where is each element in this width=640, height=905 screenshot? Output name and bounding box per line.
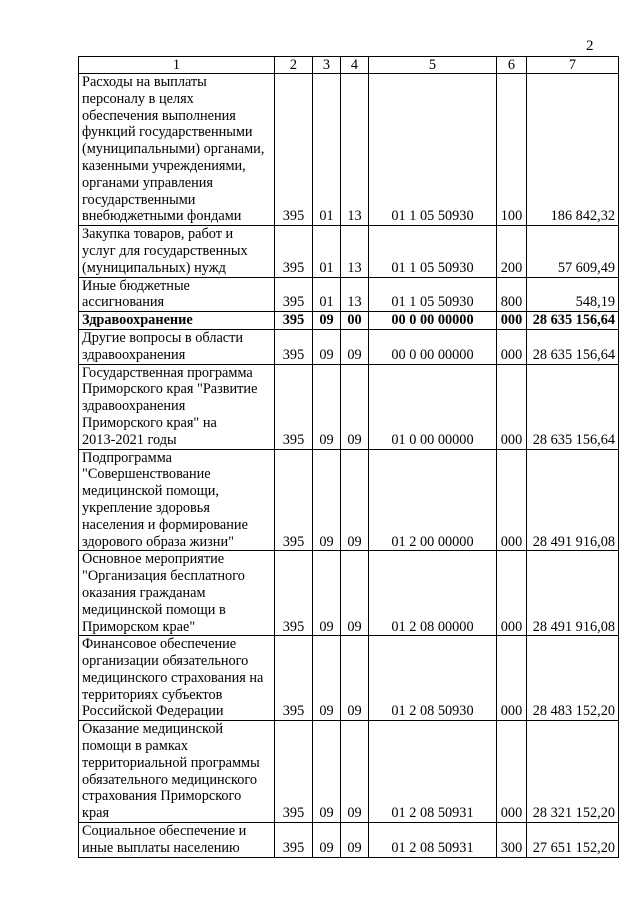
row-expense-type: 000: [497, 721, 527, 823]
table-row: [79, 721, 619, 823]
row-subsection: 09: [341, 551, 369, 636]
row-name: [79, 449, 275, 551]
row-section: 01: [313, 74, 341, 226]
row-name-line: 2013-2021 годы: [82, 431, 177, 448]
row-name-line: территориальной программы: [82, 754, 260, 771]
row-expense-type: 000: [497, 636, 527, 721]
row-amount: 27 651 152,20: [527, 823, 619, 858]
row-expense-type: 000: [497, 449, 527, 551]
row-name-line: Социальное обеспечение и: [82, 823, 247, 840]
row-admin-code: 395: [275, 364, 313, 449]
row-name: [79, 277, 275, 312]
row-name-line: обеспечения выполнения: [82, 107, 236, 124]
page-number: 2: [586, 38, 594, 54]
row-expense-type: 000: [497, 312, 527, 330]
row-name-line: страхования Приморского: [82, 788, 242, 805]
row-name-line: услуг для государственных: [82, 242, 248, 259]
row-subsection: 09: [341, 823, 369, 858]
row-name-line: здравоохранения: [82, 398, 186, 415]
table-row: [79, 636, 619, 721]
row-admin-code: 395: [275, 823, 313, 858]
row-expense-type: 800: [497, 277, 527, 312]
table-row: [79, 823, 619, 858]
row-name-line: персоналу в целях: [82, 90, 194, 107]
row-name-line: обязательного медицинского: [82, 771, 257, 788]
table-row: [79, 551, 619, 636]
row-name-line: функций государственными: [82, 124, 253, 141]
row-name-line: (муниципальных) нужд: [82, 259, 226, 276]
row-target-article: 01 2 08 50930: [369, 636, 497, 721]
header-col-3: 3: [313, 57, 341, 74]
row-amount: 28 491 916,08: [527, 551, 619, 636]
table-row: [79, 277, 619, 312]
row-name-line: Здравоохранение: [82, 312, 193, 329]
row-subsection: 13: [341, 74, 369, 226]
row-name-line: "Организация бесплатного: [82, 568, 245, 585]
row-name: [79, 551, 275, 636]
row-name-line: Финансовое обеспечение: [82, 636, 237, 653]
row-amount: 28 491 916,08: [527, 449, 619, 551]
row-admin-code: 395: [275, 277, 313, 312]
row-expense-type: 200: [497, 226, 527, 277]
row-admin-code: 395: [275, 551, 313, 636]
row-amount: 186 842,32: [527, 74, 619, 226]
row-name: [79, 364, 275, 449]
header-col-6: 6: [497, 57, 527, 74]
row-name-line: Иные бюджетные: [82, 277, 190, 294]
row-target-article: 01 1 05 50930: [369, 74, 497, 226]
row-name-line: внебюджетными фондами: [82, 208, 242, 225]
row-target-article: 01 2 08 00000: [369, 551, 497, 636]
row-admin-code: 395: [275, 329, 313, 364]
table-body: [79, 74, 619, 858]
row-name-line: иные выплаты населению: [82, 839, 240, 856]
row-name-line: "Совершенствование: [82, 466, 211, 483]
row-section: 09: [313, 636, 341, 721]
budget-table: [78, 56, 619, 858]
row-amount: 28 635 156,64: [527, 329, 619, 364]
header-row: [79, 57, 619, 74]
row-target-article: 01 2 00 00000: [369, 449, 497, 551]
row-admin-code: 395: [275, 226, 313, 277]
row-name-line: Закупка товаров, работ и: [82, 226, 234, 243]
row-name-line: Приморском крае": [82, 618, 196, 635]
row-target-article: 01 1 05 50930: [369, 277, 497, 312]
row-name-line: (муниципальными) органами,: [82, 141, 265, 158]
row-name: [79, 329, 275, 364]
row-name-line: Другие вопросы в области: [82, 329, 244, 346]
row-name-line: Основное мероприятие: [82, 551, 225, 568]
row-section: 01: [313, 226, 341, 277]
table-row: [79, 312, 619, 330]
row-name-line: медицинской помощи в: [82, 601, 226, 618]
row-subsection: 09: [341, 721, 369, 823]
row-target-article: 00 0 00 00000: [369, 312, 497, 330]
row-expense-type: 000: [497, 329, 527, 364]
row-name-line: территориях субъектов: [82, 686, 223, 703]
header-col-5: 5: [369, 57, 497, 74]
row-admin-code: 395: [275, 74, 313, 226]
row-section: 09: [313, 329, 341, 364]
row-admin-code: 395: [275, 312, 313, 330]
table-row: [79, 449, 619, 551]
row-name-line: здорового образа жизни": [82, 533, 234, 550]
row-section: 09: [313, 449, 341, 551]
row-section: 09: [313, 551, 341, 636]
row-subsection: 09: [341, 329, 369, 364]
row-amount: 57 609,49: [527, 226, 619, 277]
table-row: [79, 74, 619, 226]
table-row: [79, 329, 619, 364]
row-name: [79, 636, 275, 721]
row-name-line: Оказание медицинской: [82, 721, 224, 738]
row-name-line: Подпрограмма: [82, 449, 172, 466]
row-name: [79, 74, 275, 226]
row-name: [79, 823, 275, 858]
row-name: [79, 226, 275, 277]
row-name-line: населения и формирование: [82, 516, 248, 533]
row-target-article: 01 1 05 50930: [369, 226, 497, 277]
row-section: 09: [313, 364, 341, 449]
row-name: [79, 312, 275, 330]
row-admin-code: 395: [275, 636, 313, 721]
row-name-line: Расходы на выплаты: [82, 74, 207, 90]
row-amount: 28 483 152,20: [527, 636, 619, 721]
header-col-4: 4: [341, 57, 369, 74]
row-name-line: Государственная программа: [82, 364, 253, 381]
row-target-article: 01 2 08 50931: [369, 721, 497, 823]
row-name-line: государственными: [82, 191, 196, 208]
table-row: [79, 364, 619, 449]
row-target-article: 00 0 00 00000: [369, 329, 497, 364]
row-name-line: медицинской помощи,: [82, 483, 219, 500]
row-subsection: 13: [341, 277, 369, 312]
row-name-line: помощи в рамках: [82, 738, 189, 755]
row-section: 01: [313, 277, 341, 312]
row-amount: 548,19: [527, 277, 619, 312]
row-amount: 28 635 156,64: [527, 312, 619, 330]
row-name-line: ассигнования: [82, 294, 165, 311]
row-name-line: укрепление здоровья: [82, 499, 210, 516]
row-section: 09: [313, 312, 341, 330]
row-subsection: 13: [341, 226, 369, 277]
row-target-article: 01 0 00 00000: [369, 364, 497, 449]
row-name-line: края: [82, 805, 110, 822]
row-name-line: Приморского края" на: [82, 414, 217, 431]
row-section: 09: [313, 721, 341, 823]
row-name: [79, 721, 275, 823]
header-col-1: 1: [79, 57, 275, 74]
row-amount: 28 321 152,20: [527, 721, 619, 823]
row-name-line: органами управления: [82, 174, 213, 191]
row-expense-type: 000: [497, 364, 527, 449]
row-expense-type: 100: [497, 74, 527, 226]
row-subsection: 09: [341, 449, 369, 551]
table-header: [79, 57, 619, 74]
row-name-line: медицинского страхования на: [82, 669, 264, 686]
row-subsection: 00: [341, 312, 369, 330]
row-amount: 28 635 156,64: [527, 364, 619, 449]
row-target-article: 01 2 08 50931: [369, 823, 497, 858]
row-name-line: здравоохранения: [82, 346, 186, 363]
header-col-7: 7: [527, 57, 619, 74]
row-name-line: организации обязательного: [82, 653, 249, 670]
row-name-line: казенными учреждениями,: [82, 157, 246, 174]
row-admin-code: 395: [275, 721, 313, 823]
header-col-2: 2: [275, 57, 313, 74]
row-name-line: Российской Федерации: [82, 703, 224, 720]
row-name-line: оказания гражданам: [82, 584, 206, 601]
row-expense-type: 000: [497, 551, 527, 636]
row-subsection: 09: [341, 636, 369, 721]
row-expense-type: 300: [497, 823, 527, 858]
row-subsection: 09: [341, 364, 369, 449]
row-section: 09: [313, 823, 341, 858]
table-row: [79, 226, 619, 277]
row-name-line: Приморского края "Развитие: [82, 381, 258, 398]
row-admin-code: 395: [275, 449, 313, 551]
